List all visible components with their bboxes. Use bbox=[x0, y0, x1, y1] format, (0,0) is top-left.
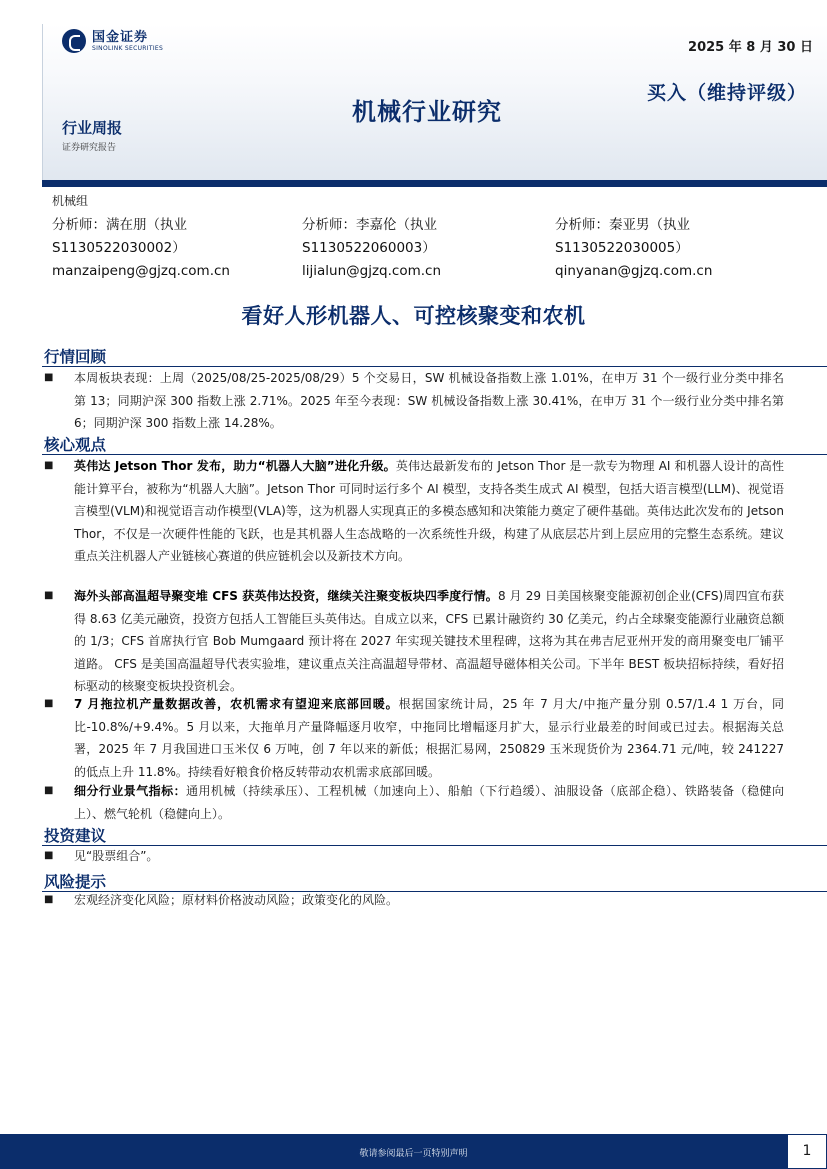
core-paragraph-3 bbox=[44, 693, 784, 783]
bullet-icon: ■ bbox=[44, 785, 54, 796]
analyst-license: S1130522030005） bbox=[555, 240, 689, 256]
paragraph-text: 宏观经济变化风险；原材料价格波动风险；政策变化的风险。 bbox=[74, 893, 399, 907]
logo-icon bbox=[62, 29, 86, 53]
analyst-2 bbox=[302, 214, 441, 283]
analyst-name: 分析师：李嘉伦（执业 bbox=[302, 217, 437, 233]
analyst-1 bbox=[52, 214, 230, 283]
section-title-advice: 投资建议 bbox=[44, 827, 107, 845]
bullet-icon: ■ bbox=[44, 850, 54, 861]
logo-cn: 国金证券 bbox=[92, 29, 149, 45]
analyst-email[interactable]: lijialun@gjzq.com.cn bbox=[302, 263, 442, 279]
bullet-icon: ■ bbox=[44, 894, 54, 905]
analyst-email[interactable]: qinyanan@gjzq.com.cn bbox=[555, 263, 713, 279]
page-number: 1 bbox=[787, 1134, 827, 1169]
section-title-risk: 风险提示 bbox=[44, 873, 107, 891]
headline: 看好人形机器人、可控核聚变和农机 bbox=[241, 304, 586, 328]
report-title: 机械行业研究 bbox=[352, 98, 502, 126]
disclaimer-note: 敬请参阅最后一页特别声明 bbox=[359, 1149, 468, 1159]
analyst-license: S1130522030002） bbox=[52, 240, 186, 256]
paragraph-lead: 细分行业景气指标： bbox=[74, 784, 187, 798]
review-paragraph bbox=[44, 367, 784, 435]
company-logo bbox=[62, 29, 163, 53]
header-divider bbox=[42, 180, 827, 187]
page-footer bbox=[0, 1134, 827, 1169]
paragraph-lead: 英伟达 Jetson Thor 发布，助力“机器人大脑”进化升级。 bbox=[74, 459, 396, 473]
paragraph-text: 英伟达最新发布的 Jetson Thor 是一款专为物理 AI 和机器人设计的高性能计算平台，被称为“机器人大脑”。Jetson Thor 可同时运行多个 AI 模型，支持各类生成式 AI 模型，包括大语言模型(LLM)、视觉语言模型(VLM)和视觉语言动作模型(VLA)等，这为机器人实现真正的多模态感知和决策能力奠定了硬件基础。英伟达此次发布的 Jetson Thor，不仅是一次硬件性能的飞跃，也是其机器人生态战略的一次系统性升级，构建了从底层芯片到上层应用的完整生态系统。建议重点关注机器人产业链核心赛道的供应链机会以及新技术方向。 bbox=[74, 459, 784, 563]
analyst-3 bbox=[555, 214, 712, 283]
core-paragraph-1 bbox=[44, 455, 784, 568]
core-paragraph-2 bbox=[44, 585, 784, 698]
paragraph-text: 通用机械（持续承压）、工程机械（加速向上）、船舶（下行趋缓）、油服设备（底部企稳）、铁路装备（稳健向上）、燃气轮机（稳健向上）。 bbox=[74, 784, 784, 821]
advice-paragraph bbox=[44, 845, 784, 868]
paragraph-lead: 7 月拖拉机产量数据改善，农机需求有望迎来底部回暖。 bbox=[74, 697, 399, 711]
bullet-icon: ■ bbox=[44, 460, 54, 471]
logo-en: SINOLINK SECURITIES bbox=[92, 44, 164, 52]
rating: 买入（维持评级） bbox=[646, 82, 807, 104]
risk-paragraph bbox=[44, 889, 784, 912]
paragraph-lead: 海外头部高温超导聚变堆 CFS 获英伟达投资，继续关注聚变板块四季度行情。 bbox=[74, 589, 498, 603]
analyst-name: 分析师：秦亚男（执业 bbox=[555, 217, 690, 233]
bullet-icon: ■ bbox=[44, 372, 54, 383]
paragraph-text: 见“股票组合”。 bbox=[74, 849, 159, 863]
report-date: 2025 年 8 月 30 日 bbox=[688, 40, 813, 55]
paragraph-text: 根据国家统计局，25 年 7 月大/中拖产量分别 0.57/1.4 1 万台，同比-10.8%/+9.4%。5 月以来，大拖单月产量降幅逐月收窄，中拖同比增幅逐月扩大，显示行业最差的时间或已过去。根据海关总署，2025 年 7 月我国进口玉米仅 6 万吨，创 7 年以来的新低；根据汇易网，250829 玉米现货价为 2364.71 元/吨，较 241227 的低点上升 11.8%。持续看好粮食价格反转带动农机需求底部回暖。 bbox=[74, 697, 784, 779]
bullet-icon: ■ bbox=[44, 698, 54, 709]
analyst-license: S1130522060003） bbox=[302, 240, 436, 256]
analyst-name: 分析师：满在朋（执业 bbox=[52, 217, 187, 233]
research-group: 机械组 bbox=[52, 194, 89, 208]
section-title-core: 核心观点 bbox=[44, 436, 107, 454]
section-title-review: 行情回顾 bbox=[44, 348, 107, 366]
report-category: 行业周报 bbox=[62, 119, 123, 137]
analyst-email[interactable]: manzaipeng@gjzq.com.cn bbox=[52, 263, 230, 279]
core-paragraph-4 bbox=[44, 780, 784, 825]
report-type: 证券研究报告 bbox=[62, 143, 117, 153]
bullet-icon: ■ bbox=[44, 590, 54, 601]
paragraph-text: 8 月 29 日美国核聚变能源初创企业(CFS)周四宣布获得 8.63 亿美元融资，投资方包括人工智能巨头英伟达。自成立以来，CFS 已累计融资约 30 亿美元，约占全球聚变能源行业融资总额的 1/3；CFS 首席执行官 Bob Mumgaard 预计将在 2027 年实现关键技术里程碑，这将为其在弗吉尼亚州开发的商用聚变电厂铺平道路。 CFS 是美国高温超导代表实验堆，建议重点关注高温超导带材、高温超导磁体相关公司。下半年 BEST 板块招标持续，看好招标驱动的核聚变板块投资机会。 bbox=[74, 589, 784, 693]
paragraph-text: 本周板块表现：上周（2025/08/25-2025/08/29）5 个交易日，SW 机械设备指数上涨 1.01%，在申万 31 个一级行业分类中排名第 13；同期沪深 300 指数上涨 2.71%。2025 年至今表现：SW 机械设备指数上涨 30.41%，在申万 31 个一级行业分类中排名第 6；同期沪深 300 指数上涨 14.28%。 bbox=[74, 371, 784, 430]
